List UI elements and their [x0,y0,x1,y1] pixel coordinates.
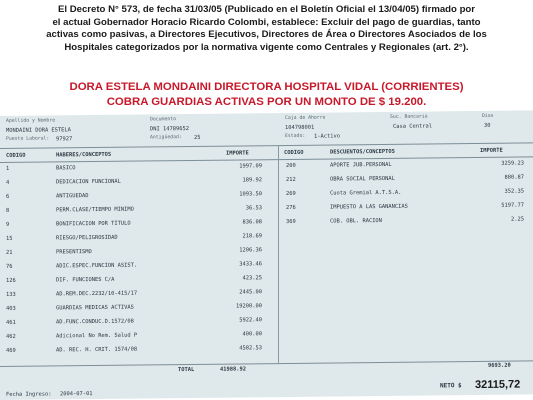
row-concept: Cuota Gremial A.T.S.A. [330,189,402,197]
row-amount: 19200.00 [236,303,262,310]
row-concept: IMPUESTO A LAS GANANCIAS [330,203,408,211]
row-amount: 36.53 [245,205,262,212]
total-label: TOTAL [178,366,195,374]
total-value: 41988.92 [220,366,246,373]
col-descuentos: DESCUENTOS/CONCEPTOS [330,148,395,156]
row-code: 15 [6,235,13,242]
apellido-value: MONDAINI DORA ESTELA [6,127,71,134]
row-code: 269 [286,190,296,198]
row-code: 200 [286,162,296,170]
row-concept: BONIFICACION POR TITULO [56,220,131,228]
totals-divider [0,360,533,367]
headline-line-2: COBRA GUARDIAS ACTIVAS POR UN MONTO DE $ 19.200. [106,96,427,108]
row-concept: PERM.CLASE/TIEMPO MINIMO [56,206,134,214]
row-concept: ADIC.ESPEC.FUNCION ASIST. [56,262,138,270]
caja-value: 104798001 [285,124,315,132]
dias-label: Dias [482,113,494,119]
row-concept: GUARDIAS MEDICAS ACTIVAS [56,304,134,312]
row-concept: COB. OBL. RACION [330,218,382,225]
row-amount: 2.25 [511,216,524,223]
intro-line-3: activas como pasivas, a Directores Ejecutivos, Directores de Área o Directores Asociados de los [46,29,487,41]
row-amount: 5197.77 [501,202,524,209]
row-code: 133 [6,291,16,298]
col-importe: IMPORTE [226,150,249,157]
row-code: 276 [286,204,296,212]
row-concept: AD. REC. H. CRIT. 1574/08 [56,346,138,354]
row-amount: 1997.09 [239,163,262,170]
row-amount: 423.25 [242,275,262,282]
row-code: 6 [6,193,10,200]
row-concept: AD.REM.DEC.2232/10-415/17 [56,290,138,298]
puesto-label: Puesto Laboral: [6,136,50,142]
row-concept: APORTE JUB.PERSONAL [330,161,392,169]
neto-label: NETO $ [440,382,462,390]
antiguedad-label: Antigüedad: [150,135,182,141]
row-code: 212 [286,176,296,184]
row-code: 76 [6,263,13,270]
row-code: 469 [6,347,16,354]
neto-value: 32115,72 [475,378,521,392]
row-code: 369 [286,218,296,226]
antiguedad-value: 25 [194,134,201,141]
row-amount: 218.69 [242,233,262,240]
row-amount: 2445.00 [239,289,262,296]
haber-row [0,340,533,357]
row-amount: 3259.23 [501,160,524,167]
row-code: 8 [6,207,10,214]
row-amount: 1206.36 [239,247,262,254]
row-amount: 3433.46 [239,261,262,268]
row-code: 126 [6,277,16,284]
row-amount: 189.92 [242,177,262,184]
decree-intro-text [6,4,527,54]
estado-value: 1-Activo [314,133,340,140]
row-code: 461 [6,319,16,326]
row-amount: 4582.53 [239,345,262,352]
row-amount: 352.35 [504,188,524,195]
row-concept: Adicional No Rem. Salud P [56,332,138,340]
estado-label: Estado: [285,133,306,140]
pay-receipt-photo [0,110,533,400]
sucursal-label: Suc. Bancaria [390,114,428,120]
row-code: 21 [6,249,13,256]
row-concept: OBRA SOCIAL PERSONAL [330,175,395,183]
row-code: 9 [6,221,10,228]
row-code: 1 [6,165,10,172]
row-concept: PRESENTISMO [56,249,92,256]
fecha-label: Fecha Ingreso: [6,391,52,398]
row-concept: AD.FUNC.CONDUC.D.1572/08 [56,318,134,326]
col-codigo: CODIGO [6,152,26,159]
row-amount: 5922.40 [239,317,262,324]
row-amount: 880.87 [504,174,524,181]
row-concept: RIESGO/PELIGROSIDAD [56,234,118,242]
dias-value: 30 [484,122,491,129]
row-code: 462 [6,333,16,340]
intro-line-4: Hospitales categorizados por la normativa vigente como Centrales y Regionales (art. 2°). [64,41,469,53]
intro-line-2: el actual Gobernador Horacio Ricardo Colombi, establece: Excluir del pago de guardias, tanto [52,16,481,28]
intro-line-1: El Decreto N° 573, de fecha 31/03/05 (Publicado en el Boletín Oficial el 13/04/05) firmado por [57,4,476,15]
row-code: 403 [6,305,16,312]
sucursal-value: Casa Central [393,123,432,130]
row-amount: 400.00 [242,331,262,338]
puesto-value: 97927 [56,136,73,143]
row-amount: 836.08 [242,219,262,226]
caja-label: Caja de Ahorro [285,115,326,122]
headline-line-1: DORA ESTELA MONDAINI DIRECTORA HOSPITAL VIDAL (CORRIENTES) [69,81,464,93]
col-haberes: HABERES/CONCEPTOS [56,151,112,159]
documento-label: Documento [150,117,176,123]
row-concept: DEDICACION FUNCIONAL [56,178,121,186]
fecha-value: 2004-07-01 [60,391,93,398]
row-concept: DIF. FUNCIONES C/A [56,276,115,284]
documento-value: DNI 14789652 [150,126,189,133]
col-codigo2: CODIGO [284,149,304,157]
row-concept: BASICO [56,165,76,172]
row-concept: ANTIGUEDAD [56,193,89,200]
descuentos-total: 9693.20 [488,362,511,369]
row-amount: 1093.50 [239,191,262,198]
col-importe2: IMPORTE [480,147,503,154]
row-code: 4 [6,179,10,186]
apellido-label: Apellido y Nombre [6,118,56,124]
